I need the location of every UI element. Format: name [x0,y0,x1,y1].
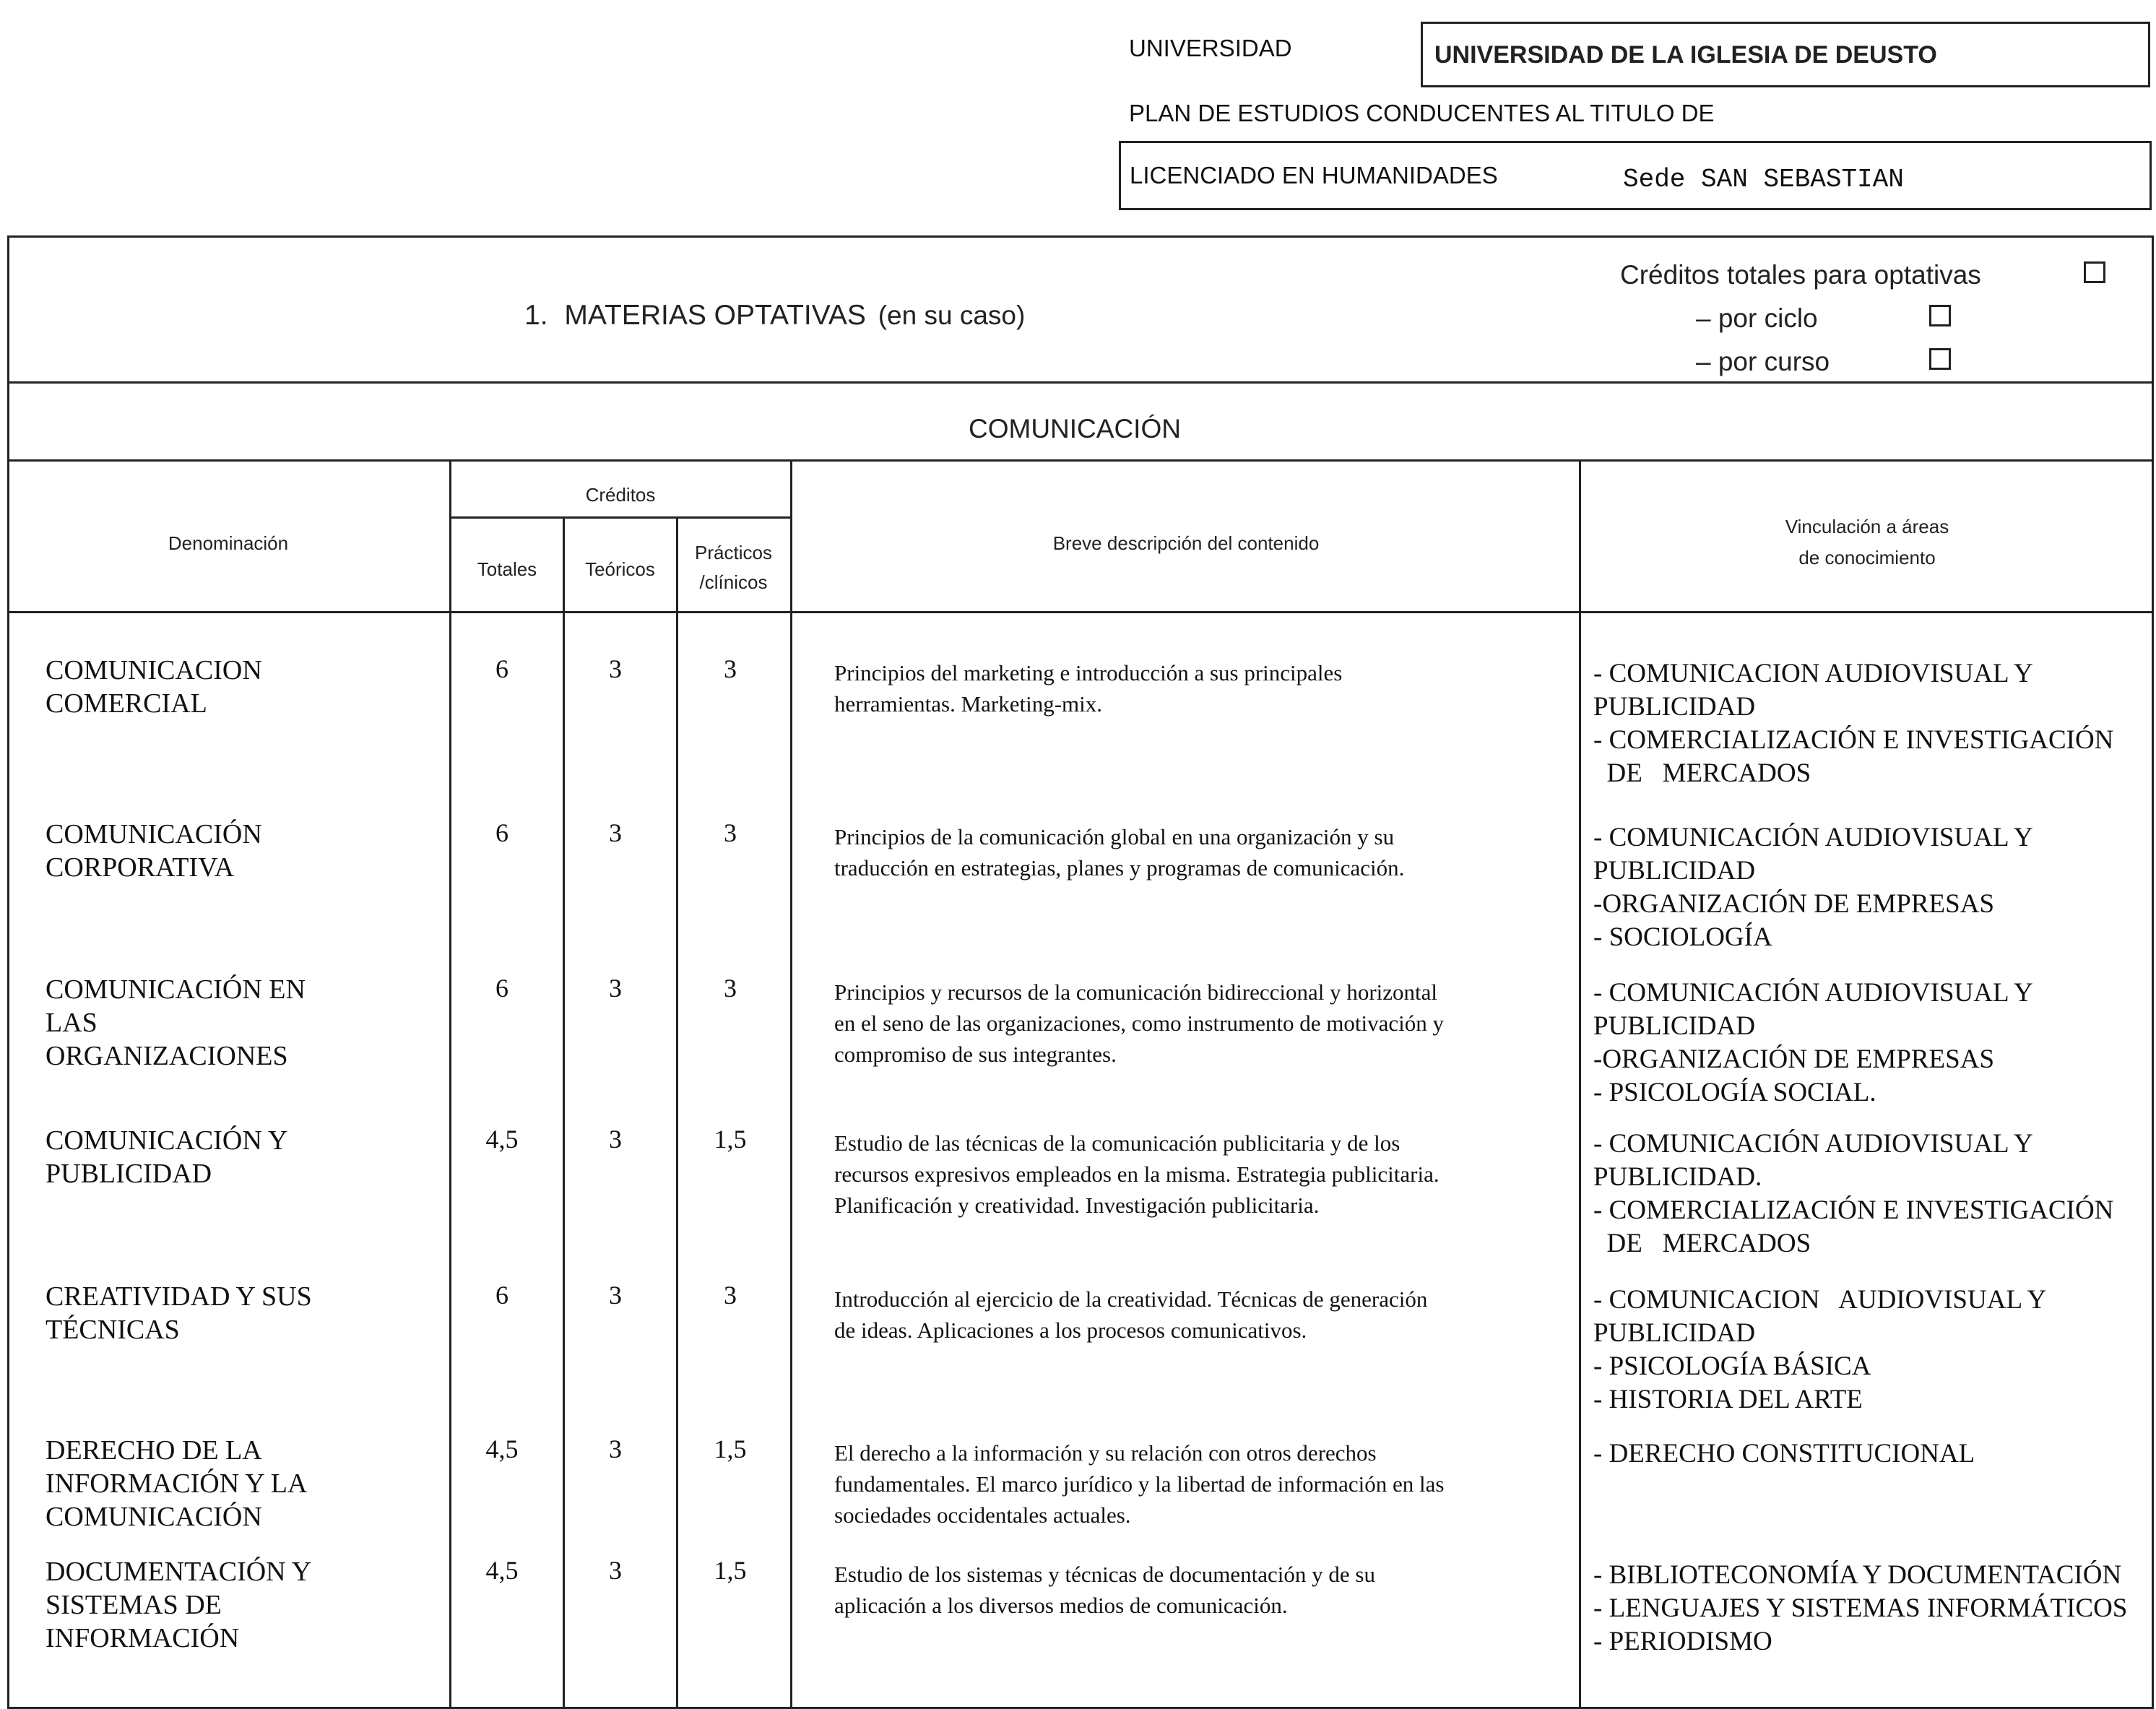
course-name-line: COMUNICACIÓN EN [46,974,306,1005]
course-name [46,654,262,720]
col-totales: Totales [477,558,537,580]
description-line: fundamentales. El marco jurídico y la libertad de información en las [834,1471,1445,1497]
creditos-practicos: 1,5 [714,1556,747,1585]
creditos-totales-label: Créditos totales para optativas [1620,260,1981,290]
col-practicos-line2: /clínicos [699,571,768,593]
description-line: herramientas. Marketing-mix. [834,691,1103,717]
col-practicos [677,542,790,594]
knowledge-areas [1593,1284,2156,1416]
description-line: compromiso de sus integrantes. [834,1042,1117,1067]
area-line: - COMUNICACION AUDIOVISUAL Y [1593,1285,2047,1315]
description-line: Principios de la comunicación global en una organización y su [834,824,1395,849]
course-name-line: INFORMACIÓN [46,1623,240,1653]
description-line: Estudio de las técnicas de la comunicación publicitaria y de los [834,1130,1400,1156]
creditos-teoricos: 3 [609,1556,622,1585]
creditos-totales: 6 [495,818,508,847]
area-line: - BIBLIOTECONOMÍA Y DOCUMENTACIÓN [1593,1560,2122,1590]
creditos-practicos: 3 [724,818,737,847]
knowledge-areas [1593,977,2156,1109]
area-line: -ORGANIZACIÓN DE EMPRESAS [1593,1044,1995,1074]
creditos-subdivider [451,516,790,519]
description-line: Principios del marketing e introducción a sus principales [834,660,1343,685]
course-name-line: COMUNICACIÓN [46,819,262,849]
course-description [834,1437,1513,1531]
course-name [46,973,306,1073]
course-description [834,1559,1513,1621]
course-name [46,1280,312,1346]
creditos-practicos: 1,5 [714,1435,747,1463]
creditos-teoricos: 3 [609,1435,622,1463]
por-ciclo-checkbox[interactable] [1929,305,1951,326]
knowledge-areas [1593,1437,2156,1471]
creditos-teoricos: 3 [609,974,622,1003]
universidad-box [1421,22,2150,87]
course-description [834,977,1513,1070]
por-curso-checkbox[interactable] [1929,348,1951,370]
course-name-line: COMUNICACIÓN [46,1502,262,1532]
creditos-practicos: 3 [724,1281,737,1310]
vline-denominacion [449,459,451,1709]
vline-creditos [790,459,792,1709]
course-description [834,1284,1513,1346]
col-creditos: Créditos [585,484,656,506]
area-line: - SOCIOLOGÍA [1593,922,1772,952]
creditos-totales: 6 [495,654,508,683]
creditos-practicos: 1,5 [714,1125,747,1154]
course-name-line: DOCUMENTACIÓN Y [46,1557,312,1587]
sede-value: Sede SAN SEBASTIAN [1623,165,1904,194]
creditos-totales: 6 [495,974,508,1003]
col-teoricos: Teóricos [585,558,655,580]
area-line: - PSICOLOGÍA SOCIAL. [1593,1078,1876,1107]
area-line: PUBLICIDAD [1593,1011,1756,1041]
section-title-suffix: (en su caso) [878,300,1026,330]
description-line: Introducción al ejercicio de la creatividad. Técnicas de generación [834,1286,1428,1312]
description-line: recursos expresivos empleados en la misma. Estrategia publicitaria. [834,1161,1440,1187]
col-vinculacion [1580,516,2154,569]
course-name-line: TÉCNICAS [46,1315,180,1345]
description-line: Planificación y creatividad. Investigación publicitaria. [834,1193,1320,1218]
creditos-teoricos: 3 [609,654,622,683]
description-line: sociedades occidentales actuales. [834,1502,1131,1528]
plan-label: PLAN DE ESTUDIOS CONDUCENTES AL TITULO DE [1129,100,1715,126]
knowledge-areas [1593,657,2156,790]
course-description [834,821,1513,883]
course-name-line: CORPORATIVA [46,852,235,883]
description-line: traducción en estrategias, planes y programas de comunicación. [834,855,1405,881]
creditos-teoricos: 3 [609,818,622,847]
course-name-line: LAS [46,1008,98,1038]
area-line: - HISTORIA DEL ARTE [1593,1385,1863,1414]
por-ciclo-label: – por ciclo [1696,303,1818,333]
area-line: - DERECHO CONSTITUCIONAL [1593,1439,1975,1468]
course-description [834,657,1513,719]
area-line: PUBLICIDAD [1593,692,1756,722]
course-name [46,1124,287,1190]
course-name-line: INFORMACIÓN Y LA [46,1468,308,1499]
divider-title [7,381,2154,384]
description-line: de ideas. Aplicaciones a los procesos comunicativos. [834,1318,1307,1343]
area-line: DE MERCADOS [1593,1229,1811,1258]
course-name [46,1555,311,1655]
area-line: DE MERCADOS [1593,758,1811,788]
area-line: - COMUNICACIÓN AUDIOVISUAL Y [1593,823,2033,852]
col-vinculacion-line2: de conocimiento [1798,547,1936,568]
knowledge-areas [1593,1128,2156,1260]
knowledge-areas [1593,1559,2156,1658]
creditos-totales-checkbox[interactable] [2084,261,2105,283]
course-name-line: COMERCIAL [46,688,207,719]
course-name [46,1434,307,1533]
area-line: - PSICOLOGÍA BÁSICA [1593,1351,1871,1381]
creditos-practicos: 3 [724,974,737,1003]
titulo-value: LICENCIADO EN HUMANIDADES [1130,162,1498,189]
course-name [46,818,262,884]
creditos-totales: 6 [495,1281,508,1310]
col-vinculacion-line1: Vinculación a áreas [1785,516,1949,537]
divider-group [7,459,2154,462]
por-curso-label: – por curso [1696,347,1830,376]
course-name-line: DERECHO DE LA [46,1435,262,1466]
description-line: Principios y recursos de la comunicación bidireccional y horizontal [834,979,1438,1005]
area-line: -ORGANIZACIÓN DE EMPRESAS [1593,889,1995,919]
course-name-line: SISTEMAS DE [46,1590,222,1620]
vline-teoricos [676,516,678,1709]
area-line: - COMUNICACION AUDIOVISUAL Y [1593,659,2033,688]
description-line: El derecho a la información y su relación con otros derechos [834,1440,1377,1466]
area-line: - LENGUAJES Y SISTEMAS INFORMÁTICOS [1593,1593,2128,1623]
section-title-main: MATERIAS OPTATIVAS [564,300,866,331]
area-line: PUBLICIDAD [1593,856,1756,886]
course-name-line: COMUNICACION [46,655,262,685]
creditos-practicos: 3 [724,654,737,683]
divider-header [7,611,2154,613]
col-practicos-line1: Prácticos [695,542,772,563]
group-title: COMUNICACIÓN [969,414,1181,444]
course-name-line: PUBLICIDAD [46,1159,212,1189]
description-line: aplicación a los diversos medios de comunicación. [834,1593,1288,1618]
creditos-totales: 4,5 [485,1435,519,1463]
knowledge-areas [1593,821,2156,954]
course-name-line: COMUNICACIÓN Y [46,1125,288,1156]
creditos-teoricos: 3 [609,1125,622,1154]
area-line: - COMUNICACIÓN AUDIOVISUAL Y [1593,978,2033,1008]
area-line: - COMUNICACIÓN AUDIOVISUAL Y [1593,1129,2033,1159]
description-line: Estudio de los sistemas y técnicas de documentación y de su [834,1562,1375,1587]
col-denominacion: Denominación [168,532,289,554]
area-line: - PERIODISMO [1593,1627,1772,1656]
vline-totales [563,516,565,1709]
area-line: - COMERCIALIZACIÓN E INVESTIGACIÓN [1593,1195,2114,1225]
creditos-totales: 4,5 [485,1556,519,1585]
titulo-box [1119,141,2152,210]
course-name-line: CREATIVIDAD Y SUS [46,1281,312,1312]
section-title [524,300,1025,332]
area-line: - COMERCIALIZACIÓN E INVESTIGACIÓN [1593,725,2114,755]
universidad-value: UNIVERSIDAD DE LA IGLESIA DE DEUSTO [1434,41,1937,69]
vline-descripcion [1579,459,1581,1709]
creditos-teoricos: 3 [609,1281,622,1310]
course-name-line: ORGANIZACIONES [46,1041,288,1071]
col-descripcion: Breve descripción del contenido [1052,532,1320,554]
area-line: PUBLICIDAD [1593,1318,1756,1348]
course-description [834,1128,1513,1221]
section-title-number: 1. [524,300,548,331]
area-line: PUBLICIDAD. [1593,1162,1762,1192]
creditos-totales: 4,5 [485,1125,519,1154]
universidad-label: UNIVERSIDAD [1129,35,1292,61]
description-line: en el seno de las organizaciones, como instrumento de motivación y [834,1011,1444,1036]
